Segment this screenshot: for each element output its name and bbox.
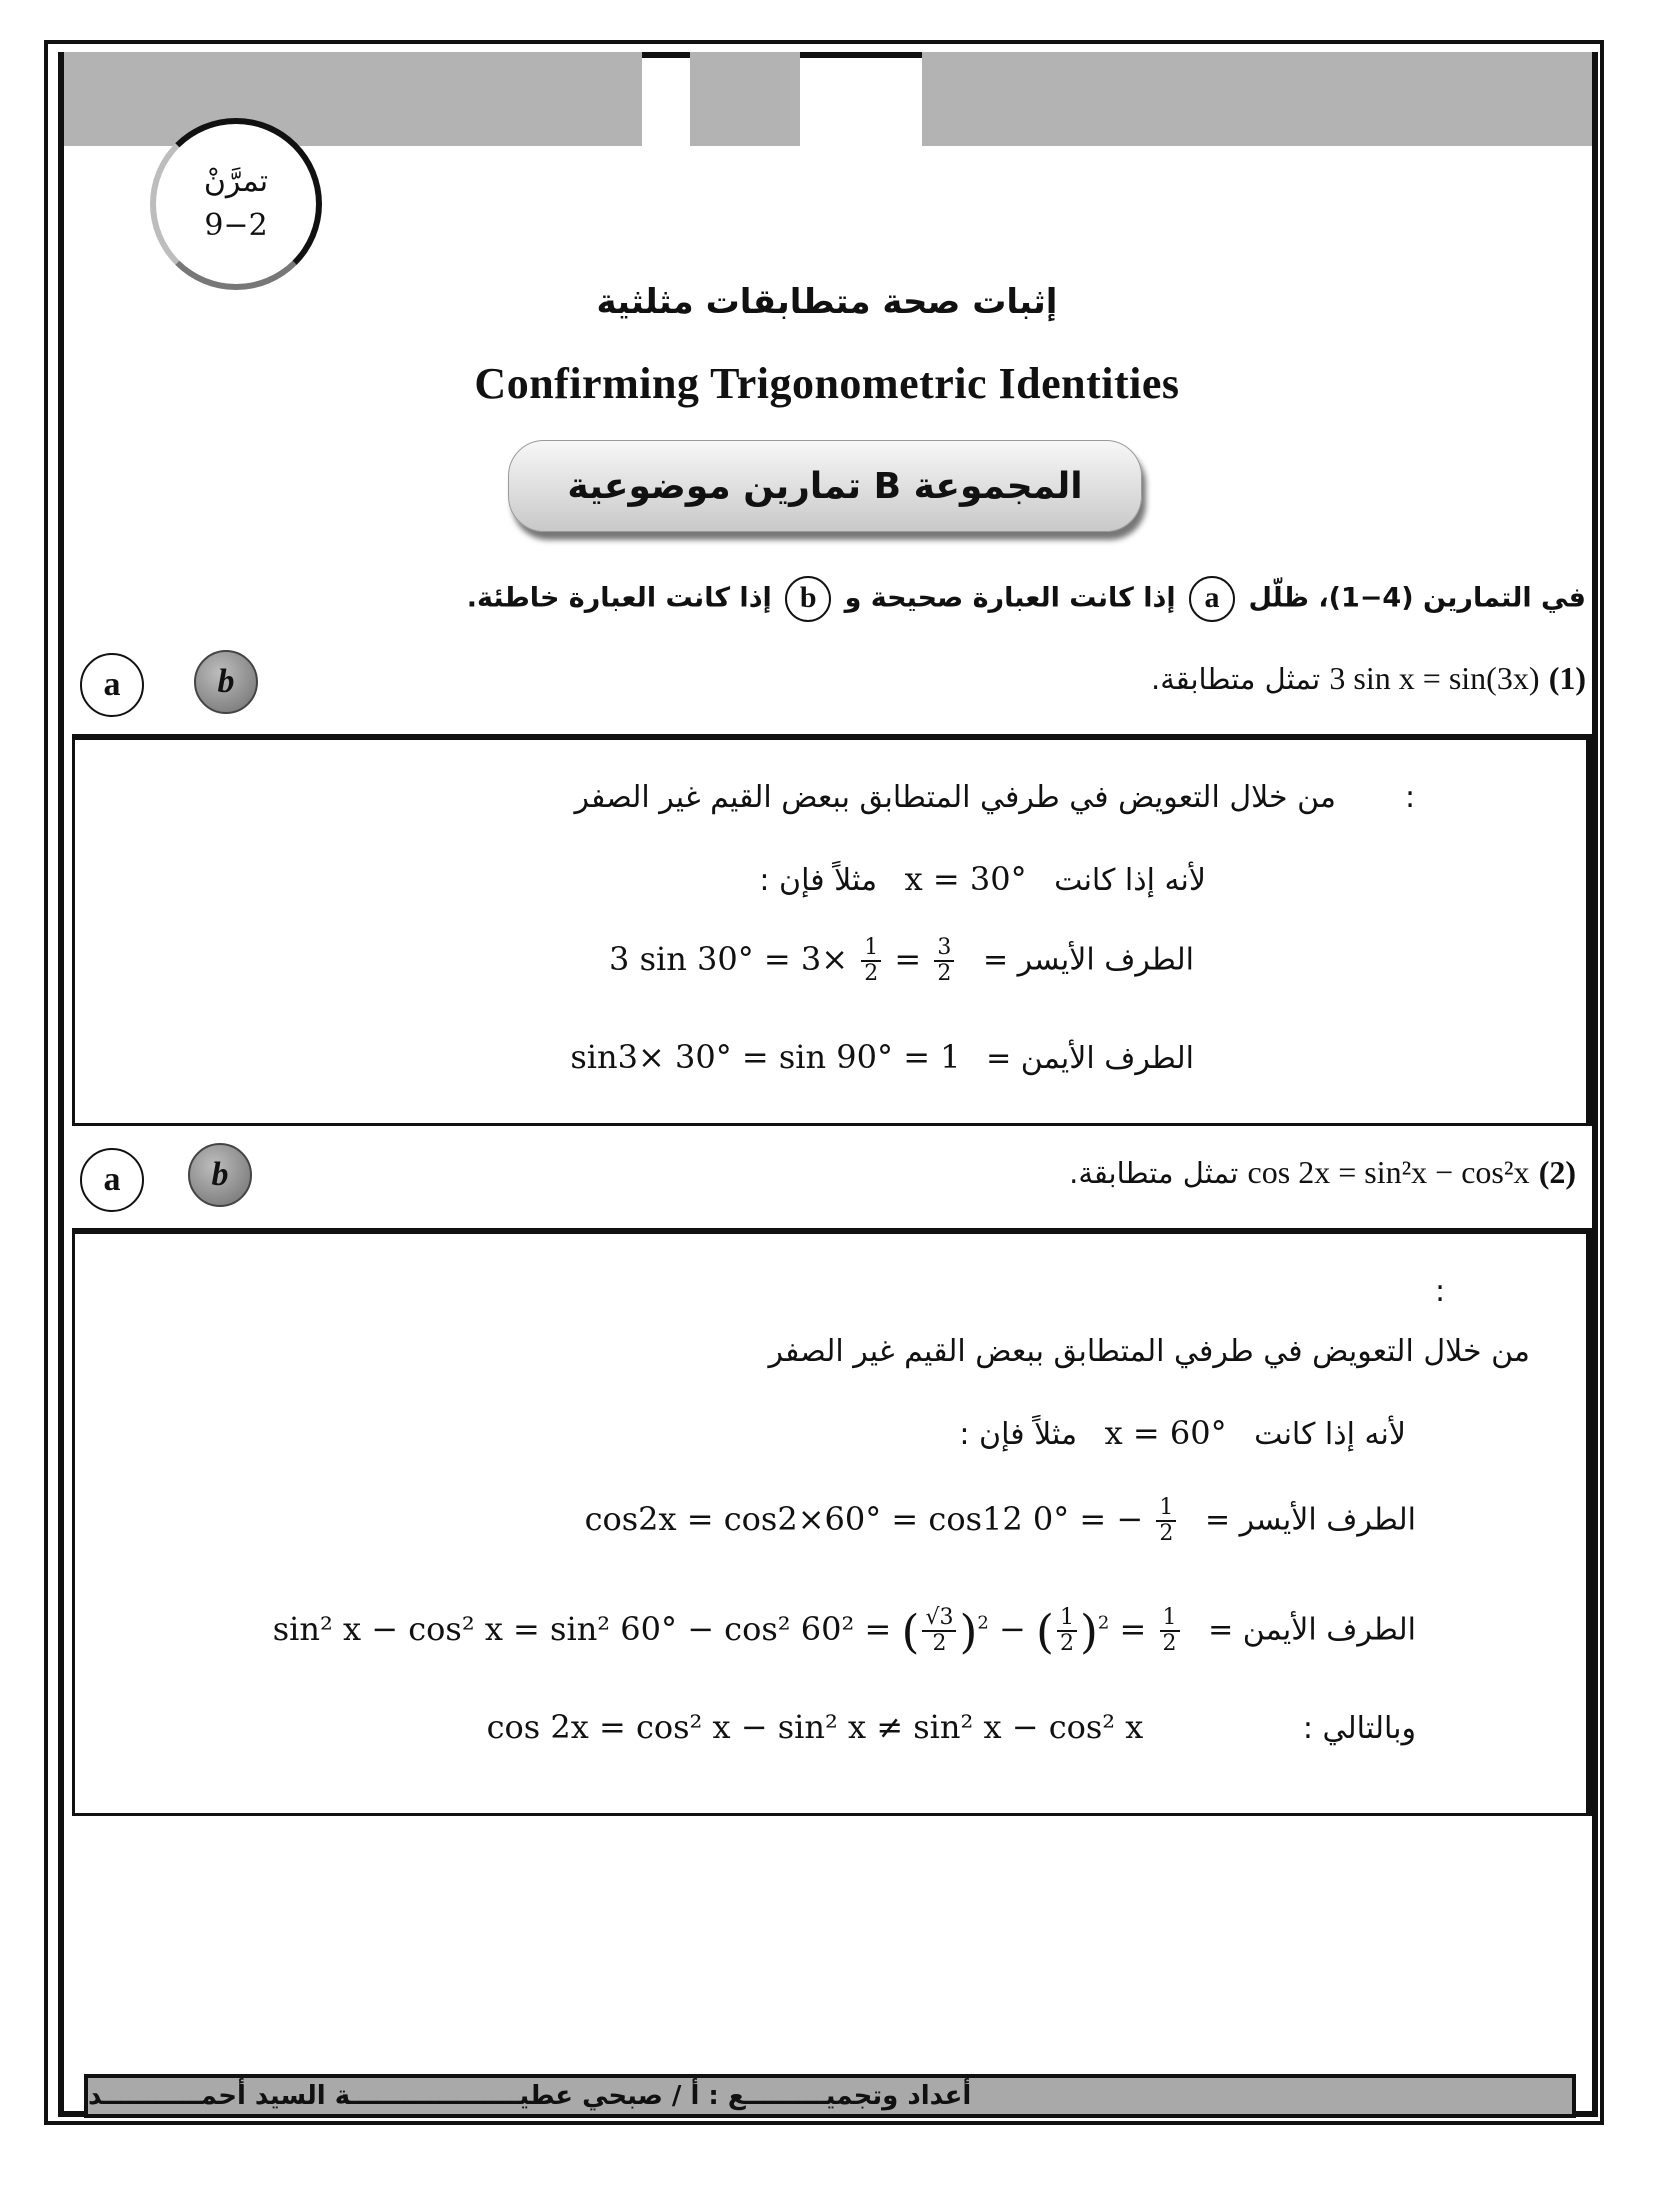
q2-paren-close-1: ) [959, 1604, 978, 1658]
q2-square-1: 2 [977, 1611, 989, 1633]
exercise-badge [150, 118, 322, 290]
question-1-option-a[interactable]: a [80, 653, 144, 717]
question-2-solution-box [72, 1228, 1592, 1816]
q2-line2-math: x = 60° [1104, 1414, 1227, 1452]
instructions-option-b: b [785, 576, 831, 622]
q2-eq-half: = [1119, 1609, 1147, 1648]
q2-frac2-den: 2 [1059, 1631, 1074, 1656]
q2-solution-line2 [959, 1414, 1406, 1452]
question-1-equation: 3 sin x = sin(3x) [1329, 660, 1540, 696]
instructions [26, 576, 1586, 622]
question-2-equation: cos 2x = sin²x − cos²x [1247, 1154, 1530, 1190]
header-bar-right [922, 52, 1592, 146]
q2-line3-label: الطرف الأيسر = [1204, 1502, 1416, 1538]
group-title: المجموعة B تمارين موضوعية [508, 440, 1142, 532]
q2-line4-math-start: sin² x − cos² x = sin² 60° − cos² 60² = [272, 1609, 892, 1648]
q2-fraction-one-half [1057, 1606, 1077, 1656]
q2-fraction-result [1160, 1606, 1180, 1656]
q2-sqrt3: √3 [922, 1606, 956, 1632]
q2-line3-frac-num: 1 [1156, 1496, 1176, 1522]
q2-line2-end: مثلاً فإن : [959, 1417, 1078, 1452]
q1-frac-b-num: 3 [934, 936, 954, 962]
instructions-part2: إذا كانت العبارة صحيحة و [844, 582, 1176, 614]
q1-line2-math: x = 30° [904, 860, 1027, 898]
q1-line2-end: مثلاً فإن : [759, 863, 878, 898]
q1-line3-math-start: 3 sin 30° = 3× [609, 939, 849, 978]
badge-number: 9−2 [204, 208, 268, 243]
q2-line3-math-text: cos2x = cos2×60° = cos12 0° = − [584, 1499, 1144, 1538]
q1-frac-b-den: 2 [937, 961, 952, 986]
q1-solution-line1: من خلال التعويض في طرفي المتطابق ببعض القيم غير الصفر [574, 780, 1336, 815]
q2-line4-label: الطرف الأيمن = [1208, 1612, 1416, 1648]
badge-label: تمرَّنْ [203, 164, 269, 199]
q2-solution-line5 [487, 1708, 1416, 1746]
q2-line3-frac-den: 2 [1159, 1521, 1174, 1546]
footer-credit-bar [84, 2074, 1576, 2118]
q2-colon: : [1435, 1274, 1446, 1309]
q2-line5-math: cos 2x = cos² x − sin² x ≠ sin² x − cos² x [486, 1708, 1144, 1746]
question-1-option-b[interactable]: b [194, 650, 258, 714]
q1-line2-text: لأنه إذا كانت [1054, 863, 1206, 898]
footer-credit: أعداد وتجميـــــــــع : أ / صبحي عطيـــــــــــــــــــة السيد أحمـــــــــــد [88, 2081, 972, 2111]
q1-eq: = [894, 939, 922, 978]
q2-paren-close-2: ) [1079, 1604, 1098, 1658]
q2-line2-text: لأنه إذا كانت [1254, 1417, 1406, 1452]
question-1-number: (1) [1548, 660, 1586, 696]
q1-solution-line4 [570, 1038, 1194, 1076]
header-bar-middle [690, 52, 800, 146]
q1-line4-label: الطرف الأيمن = [986, 1041, 1194, 1076]
q1-frac-a-num: 1 [861, 936, 881, 962]
q2-fraction-sqrt3-over-2 [922, 1606, 956, 1656]
question-2-suffix: تمثل متطابقة. [1069, 1156, 1239, 1190]
q1-colon: : [1405, 780, 1416, 815]
q1-fraction-three-halves [934, 936, 954, 986]
q1-fraction-half [861, 936, 881, 986]
question-2-option-b[interactable]: b [188, 1143, 252, 1207]
question-2 [1069, 1154, 1576, 1191]
question-2-option-a[interactable]: a [80, 1148, 144, 1212]
q2-frac1-den: 2 [932, 1631, 947, 1656]
q2-paren-open-1: ( [901, 1604, 920, 1658]
q2-solution-line3 [585, 1496, 1416, 1546]
title-english: Confirming Trigonometric Identities [474, 359, 1180, 408]
q1-frac-a-den: 2 [864, 961, 879, 986]
q1-line4-math: sin3× 30° = sin 90° = 1 [570, 1038, 961, 1076]
q2-solution-line4 [273, 1604, 1416, 1658]
q2-frac3-num: 1 [1160, 1606, 1180, 1632]
q2-line3-math [584, 1495, 1180, 1546]
title-arabic: إثبات صحة متطابقات مثلثية [596, 282, 1058, 322]
instructions-part1: في التمارين (4−1)، ظلّل [1248, 582, 1586, 614]
q2-solution-line1: من خلال التعويض في طرفي المتطابق ببعض القيم غير الصفر [768, 1334, 1530, 1369]
question-2-number: (2) [1538, 1154, 1576, 1190]
q1-solution-line3 [609, 936, 1194, 986]
q2-paren-open-2: ( [1036, 1604, 1054, 1658]
q2-frac2-num: 1 [1057, 1606, 1077, 1632]
q2-line4-math [272, 1604, 1183, 1658]
q2-square-2: 2 [1097, 1611, 1110, 1633]
q2-line5-label: وبالتالي : [1302, 1711, 1416, 1746]
q1-solution-line2 [759, 860, 1206, 898]
q1-line3-label: الطرف الأيسر = [982, 942, 1194, 978]
instructions-part3: إذا كانت العبارة خاطئة. [466, 582, 772, 614]
question-1-solution-box [72, 734, 1592, 1126]
question-1 [1151, 660, 1586, 697]
q1-line3-math [609, 935, 957, 986]
q2-frac3-den: 2 [1162, 1631, 1177, 1656]
q2-line3-fraction [1156, 1496, 1176, 1546]
q2-minus: − [999, 1609, 1026, 1648]
question-1-suffix: تمثل متطابقة. [1151, 662, 1321, 696]
header-bar-left [64, 52, 642, 146]
instructions-option-a: a [1189, 576, 1235, 622]
